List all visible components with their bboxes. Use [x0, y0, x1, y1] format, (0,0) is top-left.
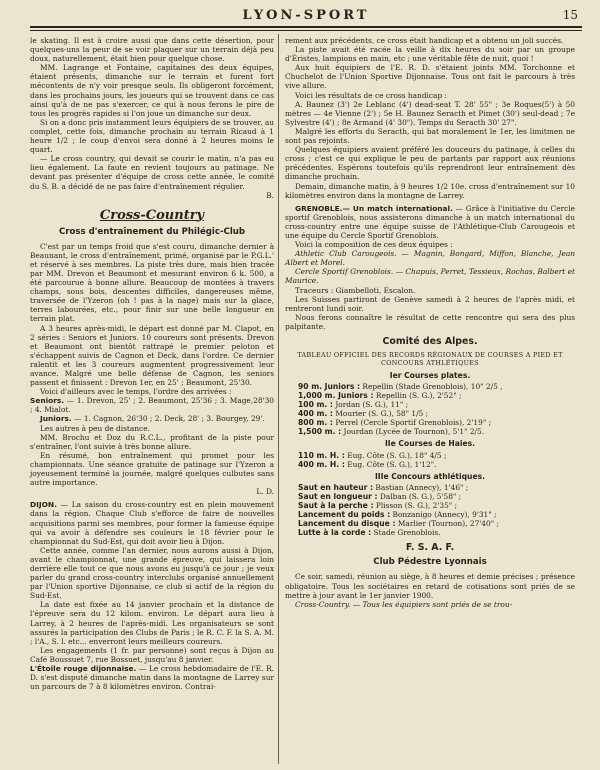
signature: B. [266, 190, 274, 200]
results-label: Juniors. [40, 414, 72, 424]
record-text: Perrel (Cercle Sportif Grenoblois), 2'19" ; [335, 418, 492, 428]
results-heading: IIIe Concours athlétiques. [374, 471, 486, 481]
record-label: Saut à la perche : [298, 501, 374, 511]
record-row [285, 409, 575, 418]
results-juniors [30, 414, 274, 423]
paragraph: En résumé, bon entraînement qui promet pour les championnats. Une séance gratuite de patinage sur l'Yzeron a joyeusement terminé la journée, malgré quelques culbutes sans autre importance. [30, 450, 274, 488]
paragraph: La piste avait été racée la veille à dix heures du soir par un groupe d'Éristes, lampions en main, etc ; une véritable fête de nuit, quoi ! [285, 45, 575, 64]
masthead-rule [30, 26, 582, 28]
record-text: Eug. Côte (S. G.), 1'12". [347, 459, 437, 469]
paragraph: A. Baunez (3') 2e Leblanc (4') dead-seat T. 28' 55" ; 3e Roques(5') à 50 mètres — 4e Vienne (2') ; 5e H. Baunez Seracth et Pimet (30') seul-dead ; 7e Sylvestre (4') ; 8e Armand (4' 30"). Temps du Seracth 30' 27". [285, 99, 575, 127]
record-row [285, 391, 575, 400]
results-heading: Ier Courses plates. [389, 370, 471, 380]
record-label: 400 m. H. : [298, 459, 345, 469]
record-row [285, 483, 575, 492]
paragraph-text: — Grâce à l'initiative du Cercle sportif Grenoblois, nous assisterons dimanche à un match international du cross-country entre une équipe suisse de l'Athlétique-Club Carougeois et une équipe du Cercle Sportif Grenoblois. [285, 203, 575, 240]
grenoble-paragraph [285, 204, 575, 240]
right-column [285, 36, 575, 609]
article-title: F. S. A. F. [405, 542, 455, 554]
paragraph: — Le cross country, qui devait se courir le matin, n'a pas eu lieu également. La faute en revient toujours au patinage. Ne devant pas présenter d'équipe de cross cette année, le comité du S. B. a décidé de ne pas faire d'entraînement régulier. [30, 154, 274, 191]
dijon-paragraph [30, 500, 274, 545]
paragraph: Malgré les efforts du Seracth, qui bat moralement le 1er, les limitmen ne sont pas rejoints. [285, 126, 575, 146]
record-label: 90 m. Juniors : [298, 381, 361, 391]
record-row [285, 528, 575, 537]
record-text: Repellin (S. G.), 2'52" ; [375, 391, 462, 400]
signature: L. D. [256, 487, 274, 497]
paragraph: Cette année, comme l'an dernier, nous aurons aussi à Dijon, avant le championnat, une grande épreuve, qui laissera loin derrière elle tout ce que nous avons eu jusqu'à ce jour ; je veux parler du grand cross-country interclubs organisé annuellement par l'Union sportive Dijonnaise, ce club si actif de la région du Sud-Est. [30, 545, 274, 601]
paragraph: Demain, dimanche matin, à 9 heures 1/2 10e. cross d'entraînement sur 10 kilomètres environ dans la montagne de Larrey. [285, 181, 575, 200]
record-label: 110 m. H. : [298, 450, 345, 460]
paragraph: Traceurs : Giambelloti, Escalon. [295, 285, 416, 295]
city-label: DIJON. [30, 500, 57, 510]
masthead [30, 8, 582, 28]
record-text: Bonzanigo (Annecy), 9'31" ; [392, 510, 497, 520]
record-label: Lancement du poids : [298, 510, 391, 520]
record-label: 400 m. : [298, 409, 333, 419]
record-row [285, 501, 575, 510]
page-number: 15 [562, 8, 578, 22]
article-subtitle: Club Pédestre Lyonnais [373, 557, 487, 568]
record-row [285, 492, 575, 501]
record-text: Plisson (S. G.), 2'35" ; [375, 501, 458, 511]
section-title: Cross-Country [99, 207, 205, 223]
paragraph: rement aux précédents, ce cross était handicap et a obtenu un joli succès. [285, 36, 564, 45]
article-title: Comité des Alpes. [382, 336, 478, 347]
record-row [285, 510, 575, 519]
etoile-paragraph [30, 664, 274, 691]
record-text: Mourier (S. G.), 58" 1/5 ; [335, 409, 429, 419]
results-seniors [30, 396, 274, 414]
paragraph: Cercle Sportif Grenoblois. — Chapuis, Perret, Tessieux, Rochas, Balbert et Maurice. [285, 267, 575, 286]
table-heading: TABLEAU OFFICIEL DES RECORDS RÉGIONAUX DE COURSES A PIED ET CONCOURS ATHLÉTIQUES [297, 351, 563, 368]
headline-inline: — Un match international. [342, 203, 453, 213]
record-text: Marlier (Tournon), 27'40" ; [397, 519, 499, 529]
results-text: — 1. Cagnon, 26'30 ; 2. Deck, 28' ; 3. Bourgey, 29'. [74, 414, 265, 424]
record-label: Saut en hauteur : [298, 482, 374, 492]
record-text: Bastian (Annecy), 1'46" ; [375, 482, 469, 492]
masthead-title: LYON-SPORT [242, 8, 370, 23]
record-label: Saut en longueur : [298, 491, 378, 501]
paragraph: Ce soir, samedi, réunion au siège, à 8 heures et demie précises ; présence obligatoire. Tous les sociétaires en retard de cotisations sont priés de se mettre à jour avant le 1er janvier 1900. [285, 572, 575, 600]
paragraph-text: — Le cross hebdomadaire de l'E. R. D. s'est disputé dimanche matin dans la montagne de Larrey sur un parcours de 7 à 8 kilomètres environ. Contrai- [30, 664, 274, 692]
paragraph: C'est par un temps froid que s'est couru, dimanche dernier à Beaunant, le cross d'entraînement, primé, organisé par le P.G.L.' et réservé à ses membres. La piste très dure, mais bien tracée par MM. Drevon et Beaumont et mesurant environ 6 k. 500, a été parcourue à bonne allure. Beaucoup de montées à travers champs, sous bois, descentes difficiles, dangereuses même, traversée de l'Yzeron (oh ! pas à la nage) mais sur la glace, terres labourées, etc., pour finir sur une belle longueur en terrain plat. [30, 241, 274, 324]
record-row [285, 382, 575, 391]
paragraph-text: — La saison du cross-country est en plein mouvement dans la région. Chaque Club s'efforce de faire de nouvelles acquisitions parmi ses membres, pour former la fameuse équipe qui va avoir à défendre ses couleurs le 18 février pour le championnat du Sud-Est, qui doit avoir lieu à Dijon. [30, 500, 274, 546]
paragraph: Les engagements (1 fr. par personne) sont reçus à Dijon au Café Boussuet 7, rue Bossuet, jusqu'au 8 janvier. [30, 645, 274, 664]
paragraph: Athletic Club Carougeois. — Magnin, Bongard, Miffon, Blanche, Jean Albert et Morel. [285, 249, 575, 268]
record-row [285, 451, 575, 460]
record-text: Jordan (S. G.), 11" ; [335, 400, 409, 410]
left-column [30, 36, 274, 691]
paragraph: Aux huit équipiers de l'E. R. D. s'étaient joints MM. Torchonne et Chuchelot de l'Union Sportive Dijonnaise. Tous ont fait le parcours à très vive allure. [285, 63, 575, 91]
record-text: Stade Grenoblois. [373, 528, 441, 538]
record-label: 100 m. : [298, 400, 333, 410]
record-row [285, 400, 575, 409]
paragraph: La date est fixée au 14 janvier prochain et la distance de l'épreuve sera du 12 kilom. environ. Le départ aura lieu à Larrey, à 2 heures de l'après-midi. Les organisateurs se sont assurés la participation des Clubs de Paris ; le R. C. F. la S. A. M. ; l'A., S. l. etc... enverront leurs meilleurs coureurs. [30, 600, 274, 646]
record-row [285, 427, 575, 436]
record-label: 800 m. : [298, 418, 333, 428]
record-row [285, 460, 575, 469]
paragraph: Les Suisses partiront de Genève samedi à 2 heures de l'après midi, et rentreront lundi soir. [285, 294, 575, 313]
results-heading: IIe Courses de Haies. [384, 439, 476, 449]
paragraph: Quelques équipiers avaient préféré les douceurs du patinage, à celles du cross ; c'est ce qui explique le peu de partants par rapport aux réunions précédentes. Espérons toutefois qu'ils reprendront leur entraînement dès dimanche prochain. [285, 145, 575, 182]
record-label: Lutte à la corde : [298, 528, 372, 538]
record-row [285, 519, 575, 528]
city-label: GRENOBLE. [295, 203, 343, 213]
record-row [285, 418, 575, 427]
paragraph: MM. Brochu et Doz du R.C.L., profitant de la piste pour s'entraîner, l'ont suivie à très bonne allure. [30, 432, 274, 451]
masthead-rule-thin [30, 30, 582, 31]
record-label: Lancement du disque : [298, 519, 396, 529]
column-divider [278, 34, 279, 764]
record-text: Eug. Côte (S. G.), 18" 4/5 ; [347, 450, 447, 460]
paragraph: A 3 heures après-midi, le départ est donné par M. Clapot, en 2 séries : Seniors et Juniors. 10 coureurs sont présents. Drevon et Beaumont ont bientôt rattrapé le premier peloton et s'échappent suivis de Cagnon et Deck, dans l'ordre. Ce dernier ralentit et les 3 coureurs augmentent progressivement leur avance. Malgré une belle défense de Cagnon, les seniors passent et finissent : Drevon 1er, en 25' ; Beaumont, 25'30. [30, 323, 274, 388]
results-text: — 1. Drevon, 25' ; 2. Beaumont, 25'36 ; 3. Mage,28'30 ; 4. Mialot. [30, 396, 274, 415]
record-text: Jourdan (Lycée de Tournon), 5'1" 2/5. [343, 427, 485, 437]
paragraph: le skating. Il est à croire aussi que dans cette désertion, pour quelques-uns la peur de se voir plaquer sur un terrain déjà peu doux, naturellement, était bien pour quelque chose. [30, 36, 274, 64]
paragraph: MM. Lagrange et Fontaine, capitaines des deux équipes, étaient présents, dimanche sur le terrain et furent fort mécontents de n'y voir presque seuls. Ils obligeront forcément, dans les prochains jours, les joueurs qui se trouvent dans ce cas ainsi qu'à de ne pas s'exercer, ce qui à nous ferons le pire de tous les progrès rapides si l'on joue un dimanche sur deux. [30, 63, 274, 118]
paragraph: Voici les résultats de ce cross handicap : [295, 90, 448, 100]
results-label: Seniors. [30, 396, 65, 406]
paragraph: Cross-Country. — Tous les équipiers sont priés de se trou- [295, 599, 513, 609]
article-title: Cross d'entraînement du Philégic-Club [58, 226, 246, 237]
record-label: 1,000 m. Juniors : [298, 391, 374, 400]
paragraph: Nous ferons connaître le résultat de cette rencontre qui sera des plus palpitante. [285, 312, 575, 331]
record-label: 1,500 m. : [298, 427, 342, 437]
record-text: Repellin (Stade Grenoblois), 10" 2/5 , [362, 381, 503, 391]
paragraph: Si on a donc pris instamment leurs équipiers de se trouver, au complet, cette fois, dimanche prochain au terrain Ricaud à 1 heure 1/2 ; le coup d'envoi sera donné à 2 heures moins le quart. [30, 117, 274, 155]
club-label: L'Étoile rouge dijonnaise. [30, 664, 137, 673]
paragraph: Voici d'ailleurs avec le temps, l'ordre des arrivées : [40, 387, 232, 397]
paragraph: Voici la composition de ces deux équipes : [295, 240, 453, 250]
paragraph: Les autres à peu de distance. [40, 423, 150, 433]
record-text: Dalban (S. G.), 5'58" ; [379, 491, 462, 501]
